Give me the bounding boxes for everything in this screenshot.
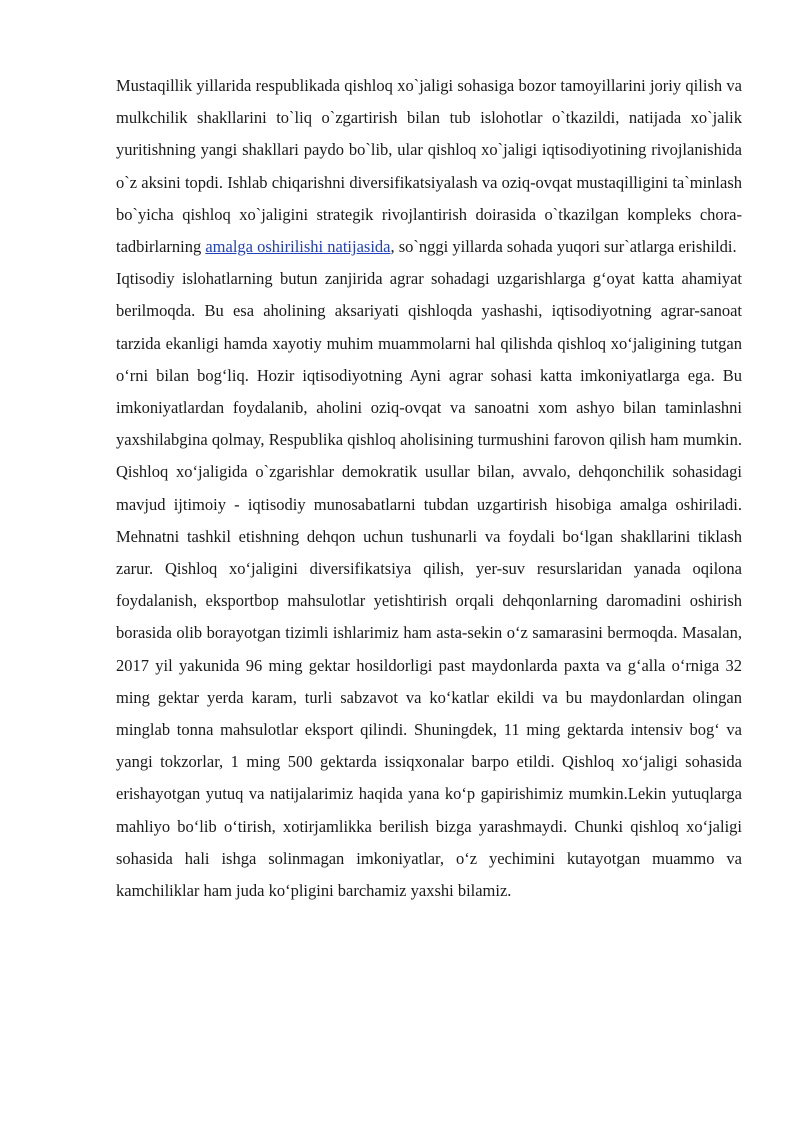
natijasida-link[interactable]: amalga oshirilishi natijasida bbox=[205, 237, 391, 257]
paragraph-text-after-link: , so`nggi yillarda sohada yuqori sur`atlarga erishildi. bbox=[390, 237, 737, 257]
document-page bbox=[116, 70, 742, 907]
paragraph-independence-reforms bbox=[116, 70, 742, 263]
paragraph-text-before-link: Mustaqillik yillarida respublikada qishloq xo`jaligi sohasiga bozor tamoyillarini joriy qilish va mulkchilik shakllarini to`liq o`zgartirish bilan tub islohotlar o`tkazildi, natijada xo`jalik yuritishning yangi shakllari paydo bo`lib, ular qishloq xo`jaligi iqtisodiyotining rivojlanishida o`z aksini topdi. Ishlab chiqarishni diversifikatsiyalash va oziq-ovqat mustaqilligini ta`minlash bo`yicha qishloq xo`jaligini strategik rivojlantirish doirasida o`tkazilgan kompleks chora-tadbirlarning bbox=[116, 76, 742, 257]
paragraph-agrarian-reforms: Iqtisodiy islohatlarning butun zanjirida agrar sohadagi uzgarishlarga g‘oyat katta ahamiyat berilmoqda. Bu esa aholining aksariyati qishloqda yashashi, iqtisodiyotning agrar-sanoat tarzida ekanligi hamda xayotiy muhim muammolarni hal qilishda qishloq xo‘jaligining tutgan o‘rni bilan bog‘liq. Hozir iqtisodiyotning Ayni agrar sohasi katta imkoniyatlarga ega. Bu imkoniyatlardan foydalanib, aholini oziq-ovqat va sanoatni xom ashyo bilan taminlashni yaxshilabgina qolmay, Respublika qishloq aholisining turmushini farovon qilish ham mumkin. Qishloq xo‘jaligida o`zgarishlar demokratik usullar bilan, avvalo, dehqonchilik sohasidagi mavjud ijtimoiy - iqtisodiy munosabatlarni tubdan uzgartirish hisobiga amalga oshiriladi. Mehnatni tashkil etishning dehqon uchun tushunarli va foydali bo‘lgan shakllarini tiklash zarur. Qishloq xo‘jaligini diversifikatsiya qilish, yer-suv resurslaridan yanada oqilona foydalanish, eksportbop mahsulotlar yetishtirish orqali dehqonlarning daromadini oshirish borasida olib borayotgan tizimli ishlarimiz ham asta-sekin o‘z samarasini bermoqda. Masalan, 2017 yil yakunida 96 ming gektar hosildorligi past maydonlarda paxta va g‘alla o‘rniga 32 ming gektar yerda karam, turli sabzavot va ko‘katlar ekildi va bu maydonlardan olingan minglab tonna mahsulotlar eksport qilindi. Shuningdek, 11 ming gektarda intensiv bog‘ va yangi tokzorlar, 1 ming 500 gektarda issiqxonalar barpo etildi. Qishloq xo‘jaligi sohasida erishayotgan yutuq va natijalarimiz haqida yana ko‘p gapirishimiz mumkin.Lekin yutuqlarga mahliyo bo‘lib o‘tirish, xotirjamlikka berilish bizga yarashmaydi. Chunki qishloq xo‘jaligi sohasida hali ishga solinmagan imkoniyatlar, o‘z yechimini kutayotgan muammo va kamchiliklar ham juda ko‘pligini barchamiz yaxshi bilamiz. bbox=[116, 269, 742, 901]
